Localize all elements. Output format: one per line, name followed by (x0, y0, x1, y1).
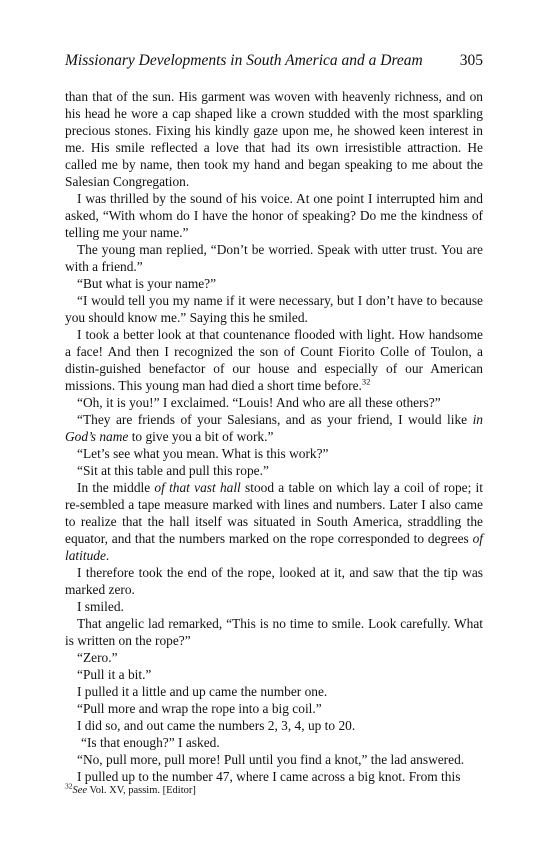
paragraph-11-text-a: In the middle (77, 480, 155, 495)
footnote-number: 32 (65, 781, 73, 791)
paragraph-11-text-c: . (105, 548, 110, 563)
paragraph-20: “Is that enough?” I asked. (81, 735, 220, 750)
paragraph-14: That angelic lad remarked, “This is no time to smile. Look carefully. What is written on the rope?” (65, 616, 483, 648)
paragraph-6-text: I took a better look at that countenance flooded with light. How handsome a face! And then I recognized the son of Count Fiorito Colle of Toulon, a distin-guished benefactor of our house and especially of our American missions. This young man had died a short time before. (65, 327, 483, 393)
paragraph-13: I smiled. (77, 599, 124, 614)
paragraph-8-text-b: to give you a bit of work.” (128, 429, 274, 444)
footnote-text: Vol. XV, passim. [Editor] (87, 785, 196, 796)
paragraph-5: “I would tell you my name if it were necessary, but I don’t have to because you should know me.” Saying this he smiled. (65, 293, 483, 325)
paragraph-10: “Sit at this table and pull this rope.” (77, 463, 269, 478)
paragraph-11-text-b: stood a table on which lay a coil of rope; it re-sembled a tape measure marked with lines and numbers. Later I also came to realize that the hall itself was situated in South America, straddling the equator, and that the numbers marked on the rope corresponded to degrees (65, 480, 483, 546)
paragraph-18: “Pull more and wrap the rope into a big coil.” (77, 701, 322, 716)
paragraph-11-italic-b: of latitude (65, 531, 483, 563)
paragraph-8-text-a: “They are friends of your Salesians, and as your friend, I would like (77, 412, 473, 427)
paragraph-22: I pulled up to the number 47, where I came across a big knot. From this (77, 769, 461, 784)
paragraph-11 (65, 479, 483, 564)
paragraph-1: than that of the sun. His garment was woven with heavenly richness, and on his head he wore a cap shaped like a crown studded with the most sparkling precious stones. Fixing his kindly gaze upon me, he showed keen interest in me. His smile reflected a love that had its own irresistible attraction. He called me by name, then took my hand and began speaking to me about the Salesian Congregation. (65, 89, 483, 189)
paragraph-11-italic-a: of that vast hall (154, 480, 241, 495)
paragraph-6 (65, 326, 483, 394)
running-title: Missionary Developments in South America and a Dream (65, 52, 423, 69)
paragraph-2: I was thrilled by the sound of his voice. At one point I interrupted him and asked, “With whom do I have the honor of speaking? Do me the kindness of telling me your name.” (65, 191, 483, 240)
paragraph-7: “Oh, it is you!” I exclaimed. “Louis! And who are all these others?” (77, 395, 441, 410)
paragraph-8-italic: in God’s name (65, 412, 483, 444)
paragraph-19: I did so, and out came the numbers 2, 3, 4, up to 20. (77, 718, 356, 733)
footnote-see: See (72, 785, 88, 796)
page-number: 305 (459, 52, 483, 69)
body-text (65, 88, 483, 785)
running-header (65, 52, 483, 70)
paragraph-4: “But what is your name?” (77, 276, 217, 291)
paragraph-21: “No, pull more, pull more! Pull until you find a knot,” the lad answered. (77, 752, 465, 767)
paragraph-9: “Let’s see what you mean. What is this work?” (77, 446, 329, 461)
paragraph-15: “Zero.” (77, 650, 118, 665)
paragraph-17: I pulled it a little and up came the number one. (77, 684, 328, 699)
footnote-ref-32[interactable]: 32 (361, 376, 371, 387)
footnote (65, 781, 483, 797)
paragraph-3: The young man replied, “Don’t be worried. Speak with utter trust. You are with a friend.” (65, 242, 483, 274)
paragraph-8 (65, 411, 483, 445)
paragraph-12: I therefore took the end of the rope, looked at it, and saw that the tip was marked zero. (65, 565, 483, 597)
paragraph-16: “Pull it a bit.” (77, 667, 152, 682)
